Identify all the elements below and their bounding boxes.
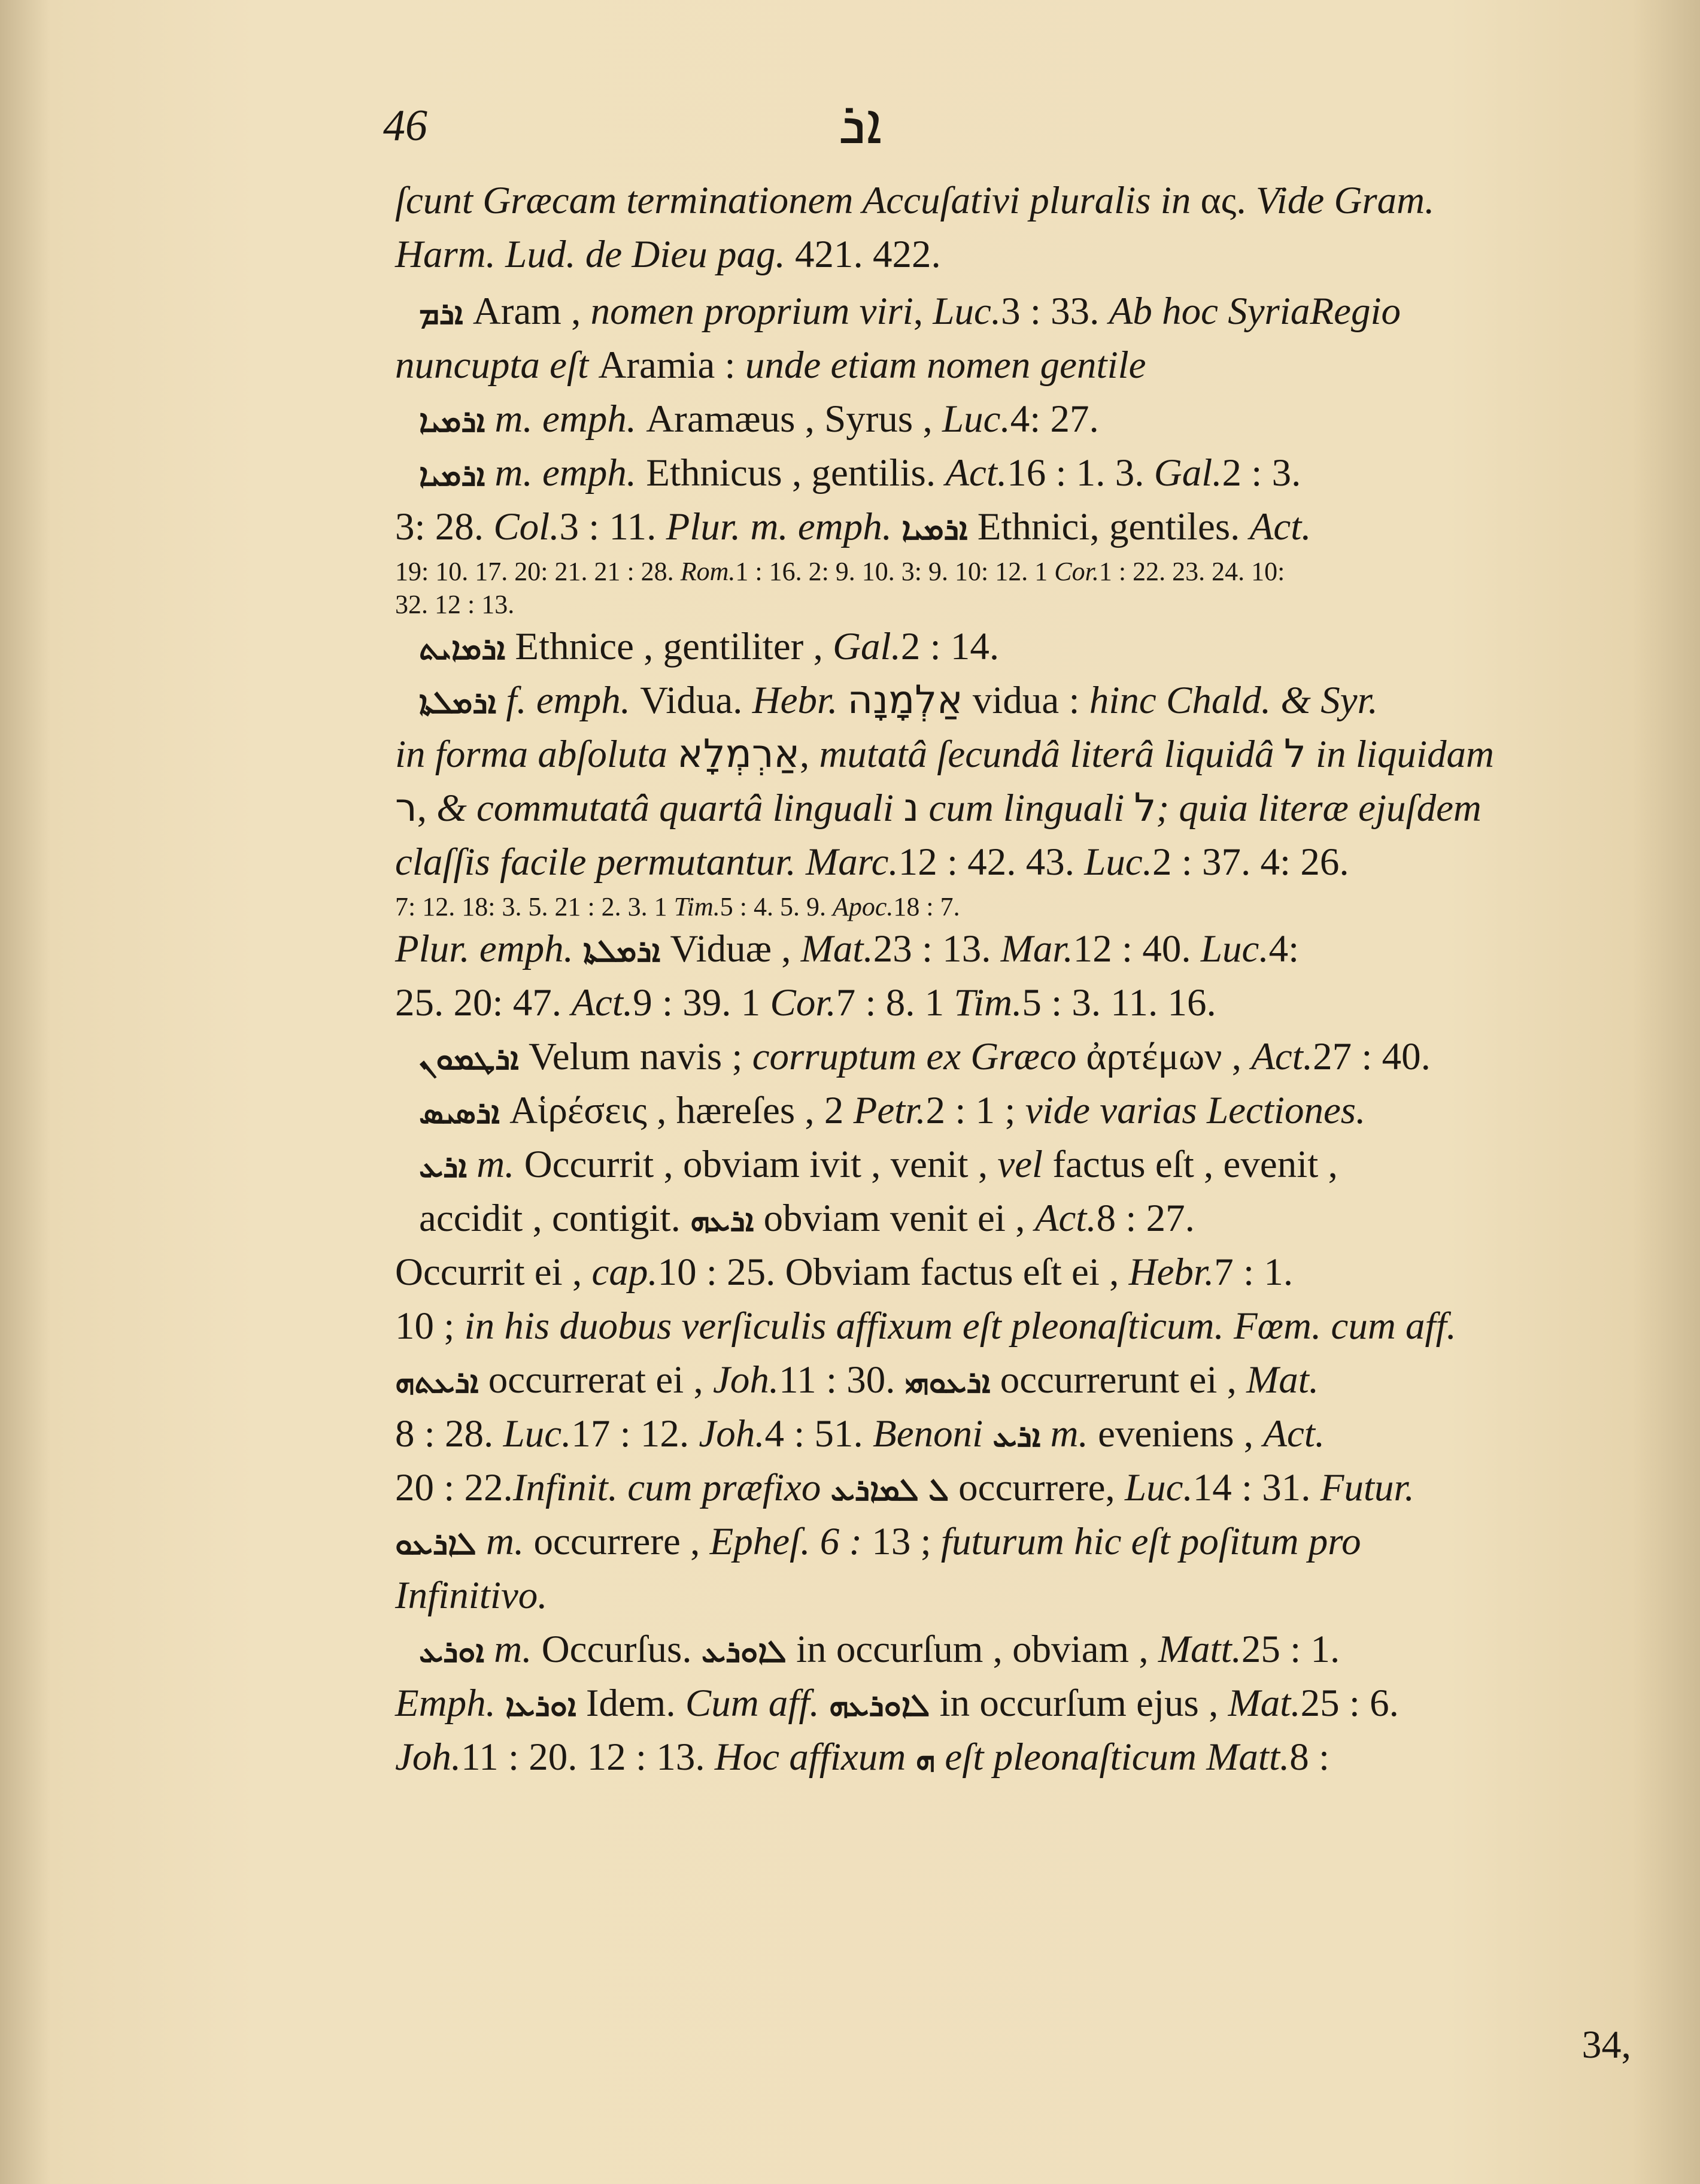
text-segment: factus eſt , evenit , [1043, 1143, 1338, 1186]
text-segment: 2 : 37. 4: 26. [1152, 841, 1349, 884]
text-segment: 11 : 30. [779, 1358, 905, 1402]
text-segment: Gal. [833, 625, 901, 668]
text-segment: 2 : 14. [900, 625, 1000, 668]
text-segment: Occurrit , obviam ivit , venit , [524, 1143, 998, 1186]
text-segment: 25. 20: 47. [395, 981, 572, 1024]
text-segment: Luc. [933, 290, 1001, 333]
text-segment: 17 : 12. [571, 1412, 699, 1455]
text-segment: Ab hoc SyriaRegio [1109, 290, 1401, 333]
text-segment: , [913, 290, 933, 333]
page-number: 46 [383, 101, 427, 150]
text-segment: nuncupta eſt [395, 344, 599, 387]
text-line [395, 781, 1646, 835]
script-word: ܐܪܣܝܣ [419, 1095, 500, 1131]
text-segment: Col. [493, 505, 560, 548]
text-segment: Viduæ , [660, 927, 801, 970]
text-segment: 3: 28. [395, 505, 494, 548]
text-segment: Occurrit ei , [395, 1251, 592, 1294]
text-line [395, 1245, 1646, 1299]
text-segment: m. [466, 1143, 524, 1186]
text-segment: Infinit. cum præfixo [512, 1466, 831, 1509]
text-segment: Act. [1251, 1035, 1313, 1078]
text-segment: Act. [1249, 505, 1312, 548]
text-segment: occurrerunt ei , [990, 1358, 1247, 1402]
script-word: ܐܪܥ [992, 1418, 1041, 1454]
text-segment: , [799, 733, 819, 776]
script-word: ܐܪܡ [419, 296, 463, 332]
text-segment: 3 : 11. [559, 505, 666, 548]
text-segment: Matt. [1158, 1628, 1241, 1671]
text-segment: hinc Chald. & Syr. [1089, 679, 1378, 722]
text-segment: Joh. [713, 1358, 779, 1402]
text-segment: 10 ; [395, 1305, 465, 1348]
script-word: ܐܪܡܐܝܬ [419, 631, 506, 667]
text-segment: 7 : 8. 1 [836, 981, 954, 1024]
text-segment: Apoc. [832, 892, 894, 921]
text-segment: occurrerat ei , [478, 1358, 714, 1402]
text-segment: 14 : 31. [1192, 1466, 1320, 1509]
script-word: ר [395, 785, 417, 830]
text-segment: Benoni [873, 1412, 993, 1455]
text-segment: obviam venit ei , [754, 1197, 1035, 1240]
text-segment: 3 : 33. [1001, 290, 1109, 333]
text-segment: vide varias Lectiones. [1025, 1089, 1366, 1132]
text-segment: Hebr. [752, 679, 848, 722]
text-segment: Harm. Lud. de Dieu pag. [395, 233, 796, 276]
script-word: ܐܪܡܝܐ [419, 457, 485, 493]
text-segment: m. [484, 1628, 542, 1671]
script-word: ܠܡܐܪܥ [830, 1472, 919, 1508]
text-line [395, 1730, 1646, 1786]
text-segment: m. [1040, 1412, 1098, 1455]
text-segment: in forma abſoluta [395, 733, 678, 776]
text-line [395, 1569, 1646, 1622]
text-segment: 4 : 51. [764, 1412, 873, 1455]
script-word: ܐܪܡܝܐ [901, 511, 968, 547]
script-word: אַלְמָנָה [847, 678, 963, 723]
text-segment: 13 ; [872, 1520, 941, 1563]
text-segment: Gal. [1153, 451, 1222, 495]
script-word: ܠ [928, 1472, 949, 1508]
script-word: ܐܪܡܠܬܐ [419, 685, 497, 721]
text-segment: Luc. [1084, 841, 1152, 884]
text-segment: occurrere, [948, 1466, 1125, 1509]
text-line [395, 338, 1646, 392]
text-segment: Luc. [1200, 927, 1269, 970]
text-segment: Luc. [942, 398, 1010, 441]
text-segment: in occurſum , obviam , [786, 1628, 1158, 1671]
text-segment: Tim. [673, 892, 720, 921]
script-word: ܐܪܥܘܗܝ [904, 1364, 991, 1400]
text-segment: Mat. [1246, 1358, 1319, 1402]
text-segment: futurum hic eſt poſitum pro [940, 1520, 1361, 1563]
text-segment: 421. 422. [795, 233, 941, 276]
text-segment: ἀρτέμων , [1086, 1035, 1252, 1078]
text-segment: 32. 12 : 13. [395, 590, 515, 619]
text-segment: & commutatâ quartâ linguali [436, 787, 904, 830]
text-segment: in occurſum ejus , [930, 1682, 1228, 1725]
script-word: נ [903, 785, 919, 830]
catchword: 34, [1581, 2023, 1631, 2067]
text-line [395, 835, 1646, 889]
script-word: אַרְמְלָא [677, 732, 800, 776]
text-segment: 4: [1268, 927, 1300, 970]
text-segment: Vide Gram. [1255, 179, 1435, 222]
text-line [419, 1622, 1646, 1679]
text-line [419, 674, 1646, 730]
text-segment: Cum aff. [685, 1682, 830, 1725]
text-line [395, 1515, 1646, 1571]
text-line [395, 1353, 1646, 1409]
text-segment: eſt pleonaſticum Matt. [935, 1736, 1290, 1779]
text-segment: Mat. [1228, 1682, 1301, 1725]
text-segment: Joh. [699, 1412, 765, 1455]
text-line [395, 889, 1646, 925]
text-segment: eveniens , [1098, 1412, 1264, 1455]
script-word: ܐܪܥܗ [690, 1203, 754, 1239]
text-segment: 1 : 22. 23. 24. 10: [1098, 557, 1285, 586]
text-segment [919, 1466, 928, 1509]
text-line [395, 976, 1646, 1030]
text-segment: 10 : 25. Obviam factus eſt ei , [657, 1251, 1129, 1294]
text-segment: Plur. m. emph. [666, 505, 902, 548]
text-segment: f. emph. [496, 679, 640, 722]
text-segment: Act. [571, 981, 633, 1024]
text-segment: Petr. [853, 1089, 926, 1132]
text-segment: 8 : 27. [1096, 1197, 1195, 1240]
script-word: ܠܐܘܪܥ [701, 1634, 787, 1670]
text-segment: 16 : 1. 3. [1007, 451, 1154, 495]
text-segment: ſcunt Græcam terminationem Accuſativi pluralis in [395, 179, 1201, 222]
script-word: ܠܐܘܪܥܗ [829, 1688, 930, 1724]
text-segment: in his duobus verſiculis affixum eſt pleonaſticum. Fœm. cum aff. [464, 1305, 1456, 1348]
script-word: ܐܘܪܥ [419, 1634, 484, 1670]
text-segment: Cor. [770, 981, 836, 1024]
text-line [395, 922, 1646, 978]
script-word: ܐܪܥܬܗ [395, 1364, 479, 1400]
text-line [395, 500, 1646, 556]
text-segment: 20 : 22. [395, 1466, 513, 1509]
text-segment: 5 : 3. 11. 16. [1022, 981, 1216, 1024]
text-line [419, 392, 1646, 448]
script-word: ܐܪܡܠܬܐ [583, 933, 661, 969]
text-segment: 19: 10. 17. 20: 21. 21 : 28. [395, 557, 681, 586]
text-segment: 11 : 20. 12 : 13. [461, 1736, 715, 1779]
text-segment: Futur. [1320, 1466, 1414, 1509]
page-header [0, 90, 1700, 162]
text-segment: Velum navis ; [518, 1035, 752, 1078]
text-segment: Idem. [576, 1682, 685, 1725]
script-word: ל [1283, 732, 1306, 776]
text-line [419, 1191, 1646, 1248]
script-word: ܐܪܛܡܘܢ [419, 1041, 519, 1077]
text-segment: Plur. emph. [395, 927, 584, 970]
text-segment: Epheſ. 6 : [709, 1520, 872, 1563]
text-segment: m. emph. [485, 398, 646, 441]
text-line [395, 174, 1646, 228]
text-line [419, 446, 1646, 502]
text-segment: Ethnici, gentiles. [967, 505, 1250, 548]
text-segment: Vidua. [640, 679, 752, 722]
text-segment: vidua : [963, 679, 1089, 722]
script-word: ܗ [915, 1742, 936, 1777]
text-segment: 4: 27. [1010, 398, 1099, 441]
text-line [419, 284, 1646, 341]
text-segment: Act. [945, 451, 1007, 495]
text-segment: 7 : 1. [1214, 1251, 1294, 1294]
text-segment: 5 : 4. 5. 9. [720, 892, 833, 921]
text-line [395, 1407, 1646, 1463]
text-segment: Αἱρέσεις , hæreſes , 2 [499, 1089, 854, 1132]
text-line [419, 620, 1646, 676]
text-segment: 25 : 1. [1241, 1628, 1340, 1671]
text-segment: occurrere , [533, 1520, 710, 1563]
text-segment: in liquidam [1306, 733, 1494, 776]
script-word: ܐܪܡܝܐ [419, 404, 485, 439]
text-segment: Act. [1263, 1412, 1325, 1455]
text-segment: Luc. [503, 1412, 572, 1455]
text-line [395, 228, 1646, 281]
text-segment: cum linguali [919, 787, 1134, 830]
text-segment: Hoc affixum [714, 1736, 916, 1779]
script-word: ܠܐܪܥܘ [395, 1526, 476, 1562]
script-word: ܐܘܪܥܐ [505, 1688, 576, 1724]
text-segment: Mar. [1000, 927, 1073, 970]
text-line [395, 554, 1646, 590]
text-segment: 18 : 7. [893, 892, 960, 921]
text-segment: m. emph. [485, 451, 646, 495]
text-line [395, 1299, 1646, 1353]
text-segment: 2 : 3. [1222, 451, 1301, 495]
text-segment: Hebr. [1128, 1251, 1215, 1294]
text-segment: Infinitivo. [395, 1574, 548, 1617]
text-segment: vel [997, 1143, 1043, 1186]
text-segment: Occurſus. [541, 1628, 702, 1671]
text-segment: 2 : 1 ; [925, 1089, 1025, 1132]
text-segment: m. [476, 1520, 534, 1563]
text-segment: 9 : 39. 1 [633, 981, 770, 1024]
text-segment: Rom. [680, 557, 736, 586]
text-segment: Joh. [395, 1736, 462, 1779]
text-segment: Aram , [463, 290, 591, 333]
text-segment: Act. [1034, 1197, 1097, 1240]
text-segment: ας. [1200, 179, 1256, 222]
script-word: ܐܪܥ [419, 1149, 467, 1185]
text-segment: corruptum ex Græco [752, 1035, 1086, 1078]
text-line [419, 1084, 1646, 1140]
text-segment: unde etiam nomen gentile [745, 344, 1146, 387]
text-segment: claſſis facile permutantur. Marc. [395, 841, 898, 884]
text-segment: 12 : 40. [1073, 927, 1201, 970]
text-line [419, 1030, 1646, 1086]
text-segment: nomen proprium viri [590, 290, 913, 333]
text-segment: 23 : 13. [873, 927, 1001, 970]
text-segment: Ethnice , gentiliter , [505, 625, 833, 668]
text-line [419, 1138, 1646, 1194]
text-segment: 1 : 16. 2: 9. 10. 3: 9. 10: 12. 1 [735, 557, 1055, 586]
text-segment: 27 : 40. [1313, 1035, 1431, 1078]
script-word: ל [1134, 785, 1156, 830]
text-segment: Aramæus , Syrus , [646, 398, 942, 441]
text-segment: 8 : [1289, 1736, 1330, 1779]
text-segment: , [417, 787, 437, 830]
text-line [395, 727, 1646, 781]
text-segment: Ethnicus , gentilis. [646, 451, 946, 495]
text-segment: 8 : 28. [395, 1412, 503, 1455]
text-segment: 12 : 42. 43. [898, 841, 1085, 884]
text-segment: Aramia : [598, 344, 745, 387]
text-segment: 7: 12. 18: 3. 5. 21 : 2. 3. 1 [395, 892, 674, 921]
text-segment: Tim. [954, 981, 1022, 1024]
text-segment: accidit , contigit. [419, 1197, 691, 1240]
text-segment: Luc. [1124, 1466, 1193, 1509]
text-segment: 25 : 6. [1300, 1682, 1399, 1725]
text-segment: Emph. [395, 1682, 506, 1725]
text-line [395, 587, 1646, 623]
text-line [395, 1461, 1646, 1517]
text-segment: mutatâ ſecundâ literâ liquidâ [819, 733, 1284, 776]
running-headword: ܐܪ [838, 90, 882, 157]
text-line [395, 1676, 1646, 1733]
text-segment: Mat. [800, 927, 873, 970]
text-segment: ; quia literæ ejuſdem [1156, 787, 1482, 830]
text-segment: Cor. [1054, 557, 1099, 586]
text-segment: cap. [591, 1251, 658, 1294]
